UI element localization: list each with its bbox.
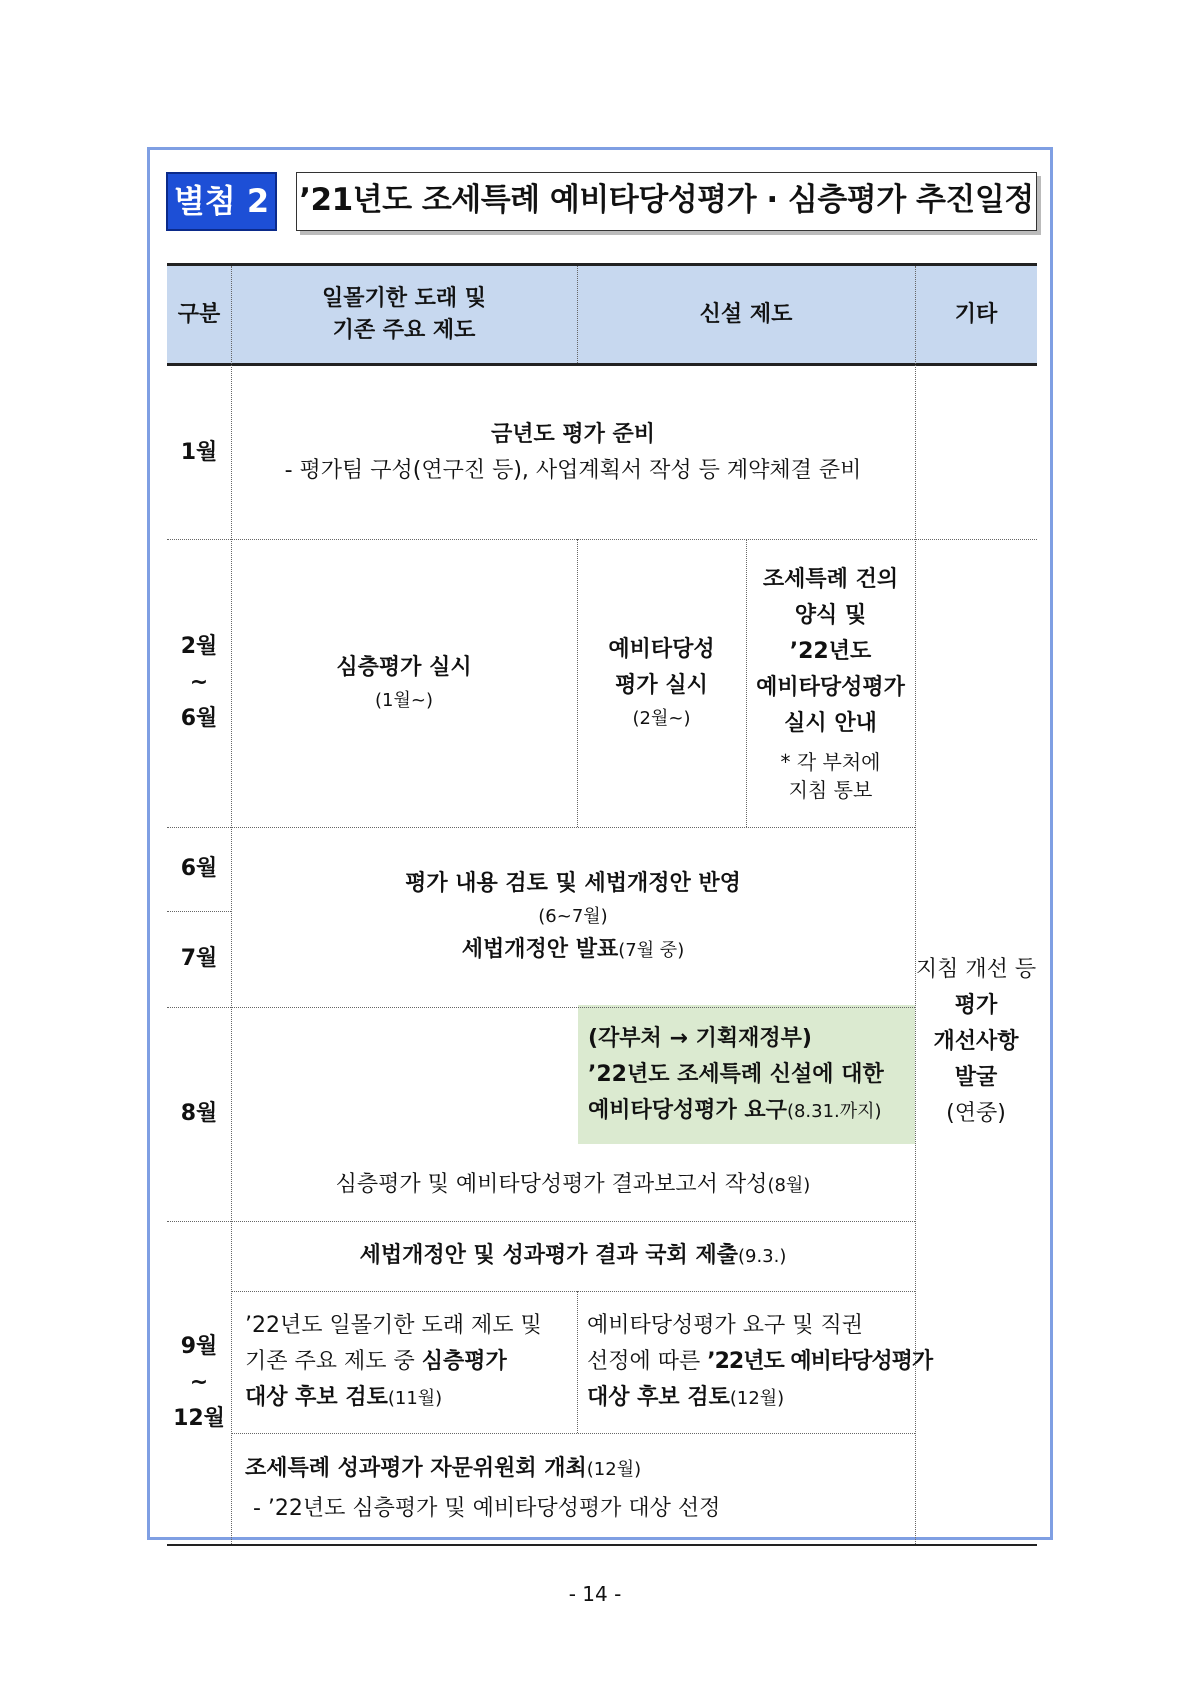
prelim-candidate-review: 예비타당성평가 요구 및 직권 선정에 따른 ’22년도 예비타당성평가 대상 후보 검토(12월) [587,1313,933,1410]
month-aug: 8월 [180,1101,218,1126]
month-jul: 7월 [180,946,218,971]
review-reflect: 평가 내용 검토 및 세법개정안 반영 (6~7월) 세법개정안 발표(7월 중) [405,871,741,962]
advisory-committee: 조세특례 성과평가 자문위원회 개최(12월) - ’22년도 심층평가 및 예비타당성평가 대상 선정 [245,1455,721,1521]
notice-guidance: 조세특례 건의 양식 및 ’22년도 예비타당성평가 실시 안내 * 각 부처에 지침 통보 [756,567,905,802]
month-sep-dec: 9월 ~ 12월 [173,1333,225,1431]
month-jun: 6월 [180,856,218,881]
month-jan: 1월 [180,439,218,465]
col-divider [577,1291,578,1433]
table-bottom-rule [167,1544,1037,1546]
prelim-eval: 예비타당성 평가 실시 (2월~) [608,637,715,729]
result-report: 심층평가 및 예비타당성평가 결과보고서 작성(8월) [335,1172,811,1197]
header-new: 신설 제도 [699,301,793,327]
header-existing: 일몰기한 도래 및 기존 주요 제도 [321,285,487,343]
jan-prep: 금년도 평가 준비 - 평가팀 구성(연구진 등), 사업계획서 작성 등 계약체결 준비 [284,421,862,483]
page-title: ’21년도 조세특례 예비타당성평가 · 심층평가 추진일정 [296,172,1037,231]
header-category: 구분 [177,301,221,327]
new-request: (각부처 → 기획재정부) ’22년도 조세특례 신설에 대한 예비타당성평가 요구(8.31.까지) [588,1025,884,1123]
page-number: - 14 - [568,1582,622,1606]
month-feb-jun: 2월 ~ 6월 [180,634,218,731]
other-improvement: 지침 개선 등 평가 개선사항 발굴 (연중) [915,956,1037,1126]
header-other: 기타 [954,301,998,327]
deep-candidate-review: ’22년도 일몰기한 도래 제도 및 기존 주요 제도 중 심층평가 대상 후보 검토(11월) [245,1313,542,1410]
attachment-badge: 별첨 2 [166,172,277,231]
deep-eval: 심층평가 실시 (1월~) [336,655,472,711]
assembly-submit: 세법개정안 및 성과평가 결과 국회 제출(9.3.) [359,1243,787,1268]
